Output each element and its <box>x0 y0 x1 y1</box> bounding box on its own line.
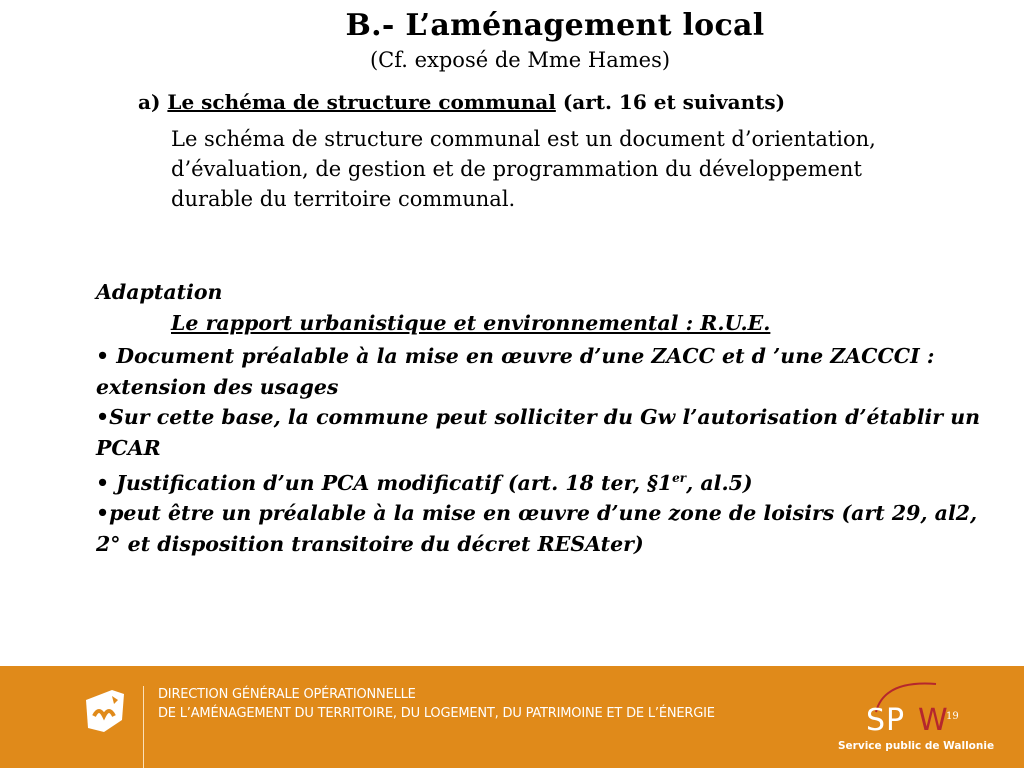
bullet-text: • Justification d’un PCA modificatif (art. 18 ter, §1 <box>96 470 673 495</box>
section-a-paragraph: Le schéma de structure communal est un document d’orientation, d’évaluation, de gestion et de programmation du développement durable du territoire communal. <box>171 127 876 211</box>
slide-title: B.- L’aménagement local <box>345 8 765 43</box>
slide-subtitle: (Cf. exposé de Mme Hames) <box>369 48 671 72</box>
directorate-line-1: DIRECTION GÉNÉRALE OPÉRATIONNELLE <box>158 687 416 702</box>
page-number: 19 <box>946 711 959 722</box>
wallonie-rooster-logo-icon <box>82 686 128 742</box>
directorate-name <box>158 685 715 723</box>
bullet-text-tail: , al.5) <box>686 470 753 495</box>
rue-subheading: Le rapport urbanistique et environnemental : R.U.E. <box>171 311 771 335</box>
section-a-reference: (art. 16 et suivants) <box>562 90 786 114</box>
footer-divider <box>143 686 144 768</box>
footer-band <box>0 666 1024 768</box>
svg-text:SP: SP <box>866 703 906 738</box>
section-a-title: Le schéma de structure communal <box>167 90 556 114</box>
bullet-item: •Sur cette base, la commune peut solliciter du Gw l’autorisation d’établir un PCAR <box>96 405 981 460</box>
bullet-item: • Document préalable à la mise en œuvre d’une ZACC et d ’une ZACCCI : extension des usages <box>96 344 935 399</box>
section-a-prefix: a) <box>138 90 161 114</box>
superscript: er <box>672 471 687 485</box>
spw-tagline: Service public de Wallonie <box>838 740 995 752</box>
section-a-heading <box>138 90 785 114</box>
bullet-item <box>96 463 996 498</box>
adaptation-bullet-list <box>96 341 996 559</box>
directorate-line-2: DE L’AMÉNAGEMENT DU TERRITOIRE, DU LOGEMENT, DU PATRIMOINE ET DE L’ÉNERGIE <box>158 706 715 721</box>
svg-text:W: W <box>918 703 948 738</box>
adaptation-heading: Adaptation <box>96 280 223 304</box>
bullet-item: •peut être un préalable à la mise en œuvre d’une zone de loisirs (art 29, al2, 2° et disposition transitoire du décret RESAter) <box>96 501 978 556</box>
spw-logo <box>862 674 972 742</box>
